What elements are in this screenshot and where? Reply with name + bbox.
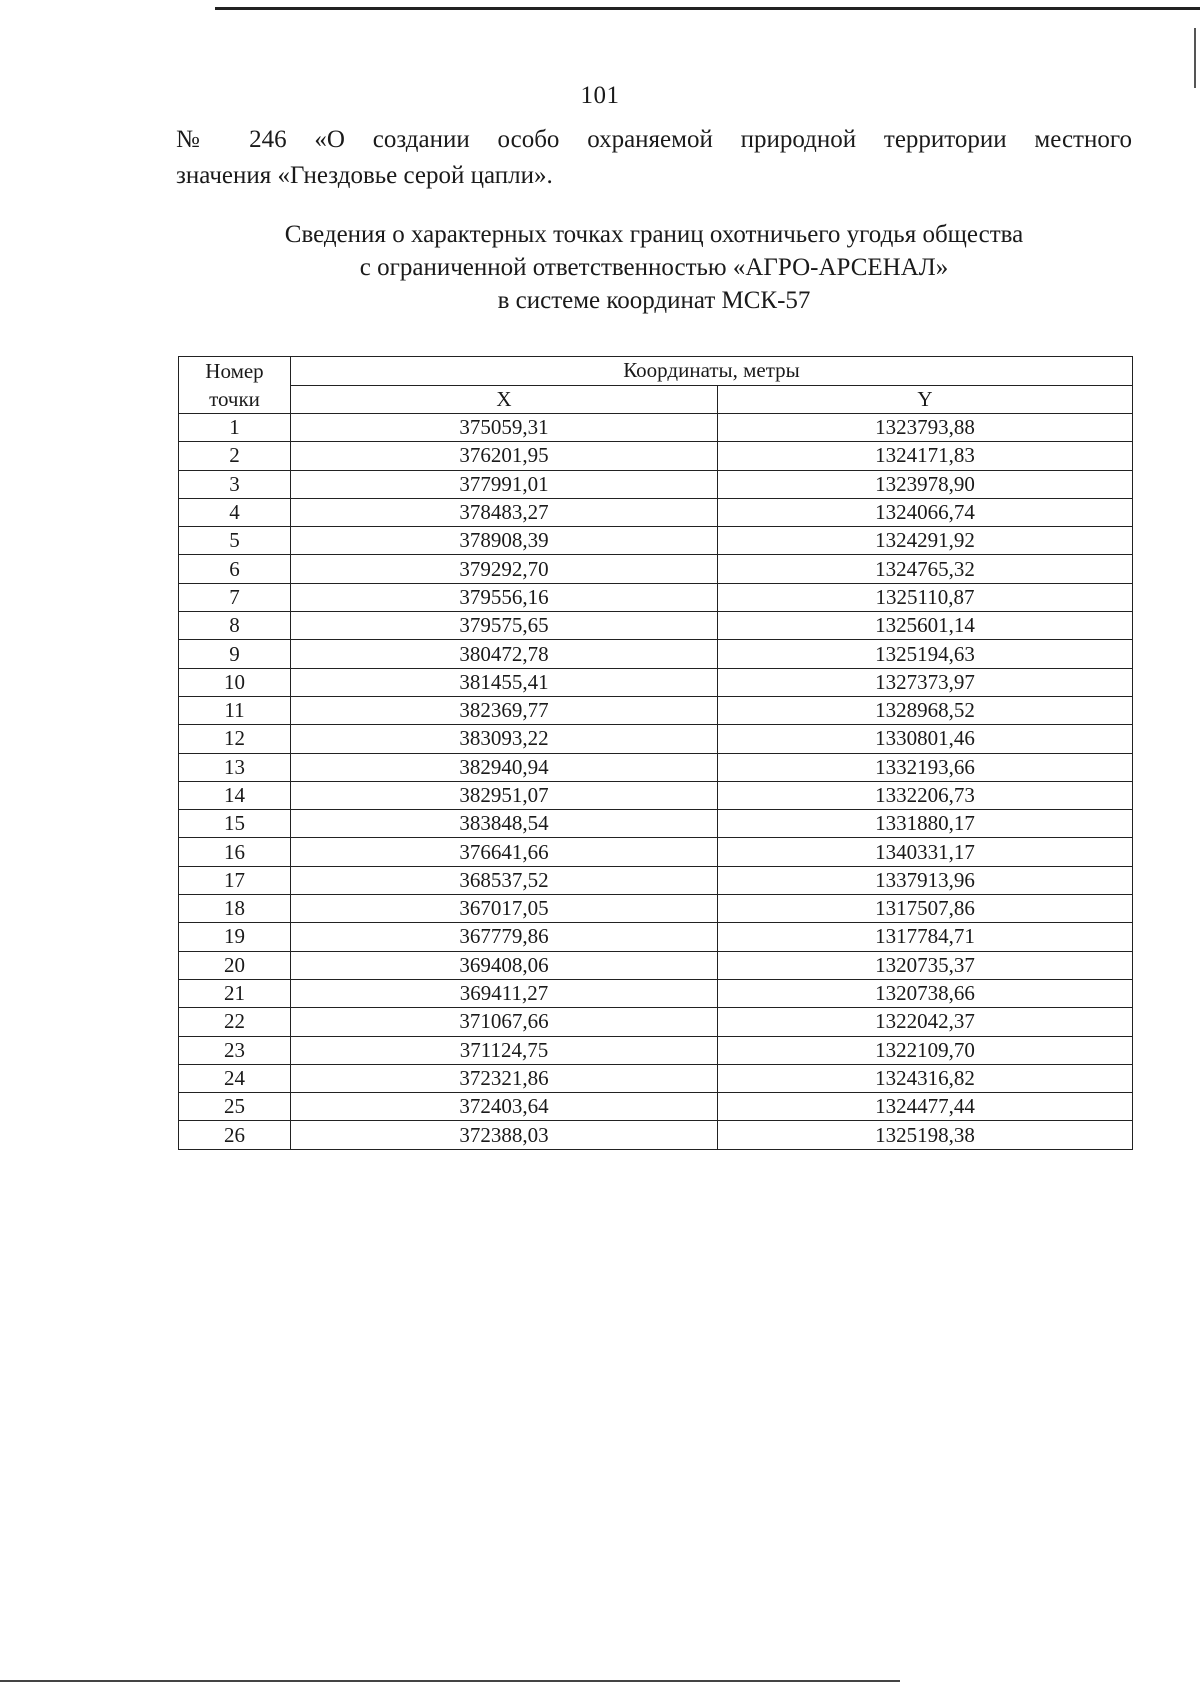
table-row [179,555,1133,583]
x-coordinate-cell: 382369,77 [291,696,718,724]
y-coordinate-cell: 1340331,17 [718,838,1133,866]
table-row [179,753,1133,781]
point-number-cell: 15 [179,810,291,838]
y-coordinate-cell: 1324316,82 [718,1064,1133,1092]
y-coordinate-cell: 1320735,37 [718,951,1133,979]
point-number-cell: 14 [179,781,291,809]
x-coordinate-cell: 369411,27 [291,979,718,1007]
x-coordinate-cell: 372403,64 [291,1093,718,1121]
x-coordinate-cell: 382951,07 [291,781,718,809]
header-point-line-1: Номер [205,359,264,383]
table-row [179,668,1133,696]
y-coordinate-cell: 1323793,88 [718,414,1133,442]
table-subheader-row [179,385,1133,414]
point-number-cell: 1 [179,414,291,442]
point-number-cell: 7 [179,583,291,611]
x-coordinate-cell: 383093,22 [291,725,718,753]
bottom-scan-border [0,1680,900,1682]
table-row [179,810,1133,838]
x-coordinate-cell: 372388,03 [291,1121,718,1149]
point-number-cell: 17 [179,866,291,894]
point-number-cell: 2 [179,442,291,470]
heading-line-1: Сведения о характерных точках границ охотничьего угодья общества [284,221,1024,248]
x-coordinate-cell: 379575,65 [291,612,718,640]
point-number-cell: 20 [179,951,291,979]
point-number-cell: 24 [179,1064,291,1092]
y-coordinate-cell: 1325198,38 [718,1121,1133,1149]
table-row [179,1008,1133,1036]
y-coordinate-cell: 1317507,86 [718,895,1133,923]
x-coordinate-cell: 382940,94 [291,753,718,781]
table-row [179,1121,1133,1149]
table-row [179,470,1133,498]
y-coordinate-cell: 1324171,83 [718,442,1133,470]
table-row [179,923,1133,951]
y-coordinate-cell: 1328968,52 [718,696,1133,724]
point-number-cell: 10 [179,668,291,696]
point-number-cell: 3 [179,470,291,498]
y-coordinate-cell: 1331880,17 [718,810,1133,838]
x-coordinate-cell: 381455,41 [291,668,718,696]
header-coordinates: Координаты, метры [291,357,1133,386]
header-point-line-2: точки [209,387,260,411]
table-row [179,725,1133,753]
point-number-cell: 22 [179,1008,291,1036]
y-coordinate-cell: 1324066,74 [718,498,1133,526]
coordinates-table [178,356,1133,1150]
table-row [179,583,1133,611]
point-number-cell: 23 [179,1036,291,1064]
table-row [179,640,1133,668]
x-coordinate-cell: 371124,75 [291,1036,718,1064]
table-row [179,498,1133,526]
intro-line-1: № 246 «О создании особо охраняемой природной территории местного [176,126,1132,153]
table-body [179,414,1133,1150]
table-row [179,1093,1133,1121]
table-heading [176,218,1132,317]
point-number-cell: 25 [179,1093,291,1121]
y-coordinate-cell: 1323978,90 [718,470,1133,498]
intro-line-2: значения «Гнездовье серой цапли». [176,162,553,189]
x-coordinate-cell: 375059,31 [291,414,718,442]
y-coordinate-cell: 1325601,14 [718,612,1133,640]
y-coordinate-cell: 1332193,66 [718,753,1133,781]
x-coordinate-cell: 379556,16 [291,583,718,611]
header-x: X [291,385,718,414]
point-number-cell: 18 [179,895,291,923]
x-coordinate-cell: 378483,27 [291,498,718,526]
y-coordinate-cell: 1332206,73 [718,781,1133,809]
x-coordinate-cell: 368537,52 [291,866,718,894]
y-coordinate-cell: 1324765,32 [718,555,1133,583]
point-number-cell: 19 [179,923,291,951]
y-coordinate-cell: 1325110,87 [718,583,1133,611]
table-row [179,442,1133,470]
header-point-number [179,357,291,414]
x-coordinate-cell: 371067,66 [291,1008,718,1036]
table-row [179,1064,1133,1092]
point-number-cell: 26 [179,1121,291,1149]
y-coordinate-cell: 1325194,63 [718,640,1133,668]
table-row [179,781,1133,809]
x-coordinate-cell: 369408,06 [291,951,718,979]
table-row [179,1036,1133,1064]
table-row [179,838,1133,866]
point-number-cell: 13 [179,753,291,781]
table-row [179,979,1133,1007]
point-number-cell: 4 [179,498,291,526]
point-number-cell: 12 [179,725,291,753]
y-coordinate-cell: 1322109,70 [718,1036,1133,1064]
x-coordinate-cell: 378908,39 [291,527,718,555]
point-number-cell: 9 [179,640,291,668]
header-y: Y [718,385,1133,414]
point-number-cell: 21 [179,979,291,1007]
table-row [179,895,1133,923]
table-row [179,866,1133,894]
y-coordinate-cell: 1327373,97 [718,668,1133,696]
y-coordinate-cell: 1317784,71 [718,923,1133,951]
x-coordinate-cell: 377991,01 [291,470,718,498]
x-coordinate-cell: 383848,54 [291,810,718,838]
page-number: 101 [580,82,620,109]
y-coordinate-cell: 1330801,46 [718,725,1133,753]
point-number-cell: 6 [179,555,291,583]
x-coordinate-cell: 367017,05 [291,895,718,923]
table-row [179,696,1133,724]
heading-line-2: с ограниченной ответственностью «АГРО-АРСЕНАЛ» [359,254,949,281]
table-row [179,612,1133,640]
point-number-cell: 11 [179,696,291,724]
intro-paragraph [176,122,1132,194]
y-coordinate-cell: 1324291,92 [718,527,1133,555]
x-coordinate-cell: 376201,95 [291,442,718,470]
point-number-cell: 8 [179,612,291,640]
x-coordinate-cell: 376641,66 [291,838,718,866]
table-row [179,951,1133,979]
table-row [179,527,1133,555]
point-number-cell: 16 [179,838,291,866]
x-coordinate-cell: 367779,86 [291,923,718,951]
point-number-cell: 5 [179,527,291,555]
y-coordinate-cell: 1337913,96 [718,866,1133,894]
y-coordinate-cell: 1324477,44 [718,1093,1133,1121]
x-coordinate-cell: 372321,86 [291,1064,718,1092]
y-coordinate-cell: 1320738,66 [718,979,1133,1007]
right-scan-mark [1194,28,1196,88]
heading-line-3: в системе координат МСК-57 [497,287,811,314]
x-coordinate-cell: 380472,78 [291,640,718,668]
table-header-row [179,357,1133,386]
y-coordinate-cell: 1322042,37 [718,1008,1133,1036]
table-row [179,414,1133,442]
x-coordinate-cell: 379292,70 [291,555,718,583]
top-scan-border [215,7,1200,10]
